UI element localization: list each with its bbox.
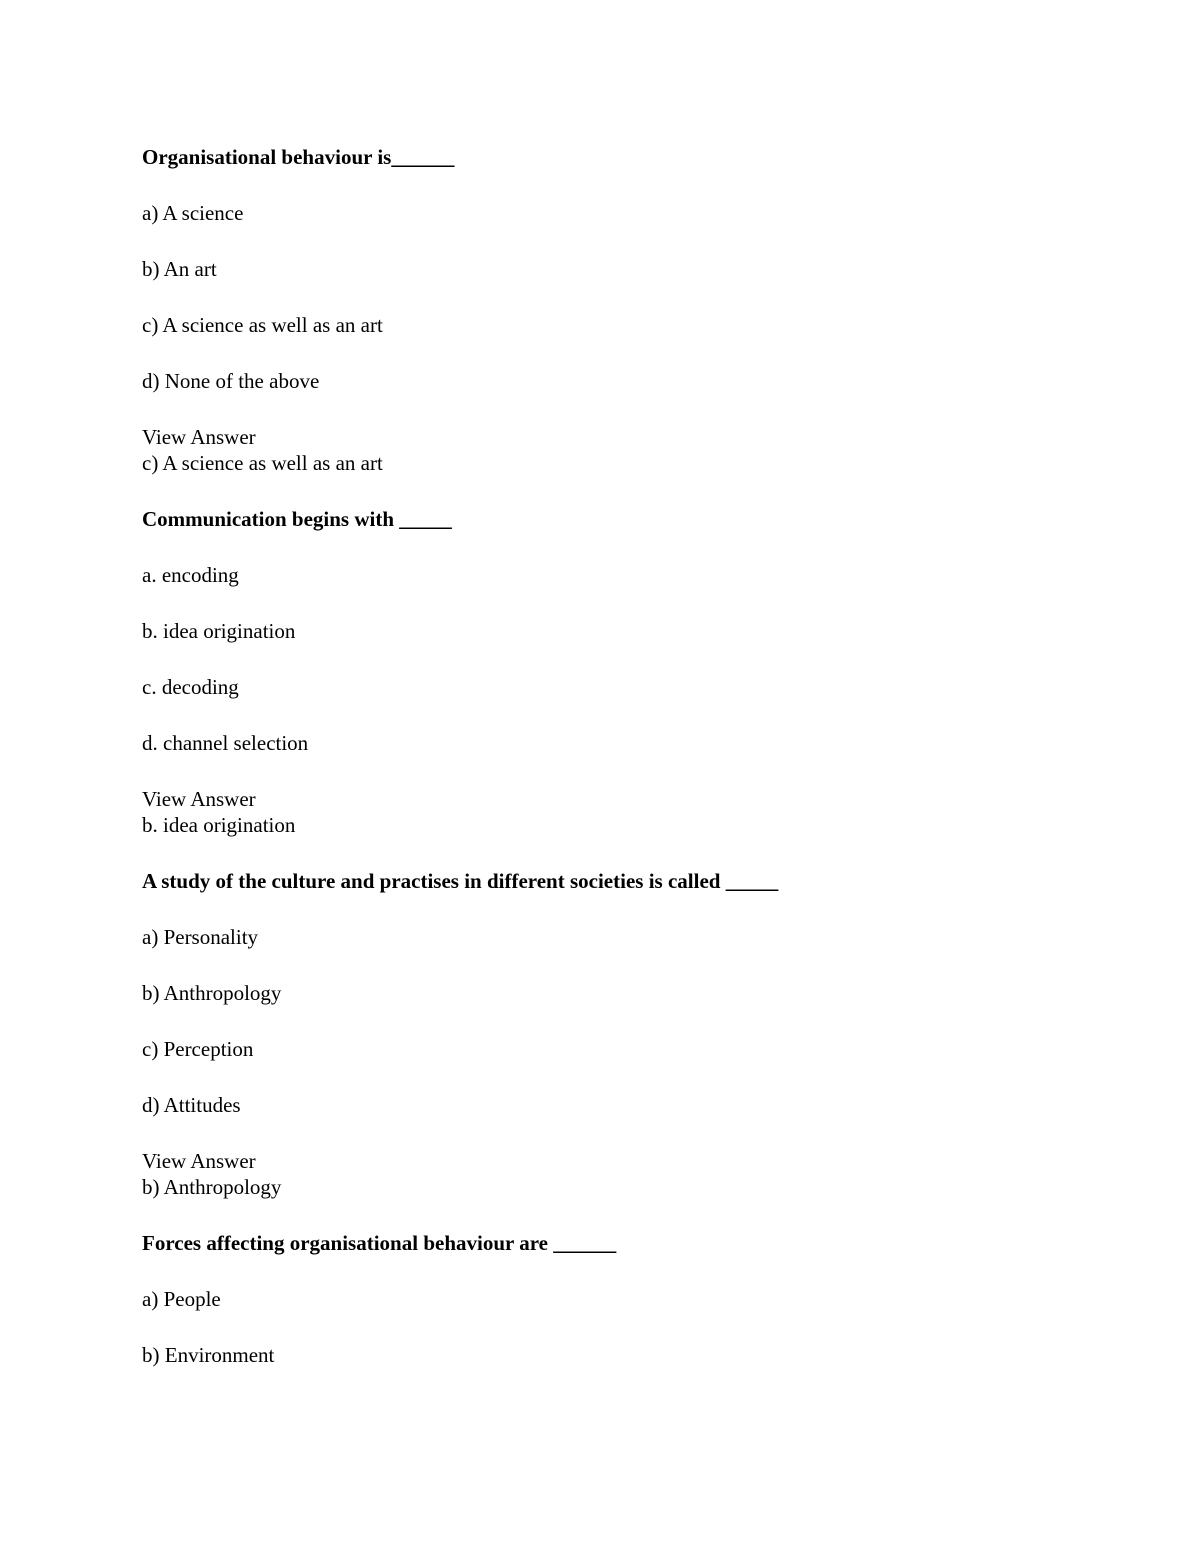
option-d: d) Attitudes — [142, 1093, 241, 1117]
question-title: A study of the culture and practises in different societies is called _____ — [142, 869, 779, 893]
question-block — [142, 506, 1102, 838]
option-b: b) An art — [142, 257, 217, 281]
view-answer-link[interactable]: View Answer — [142, 425, 256, 449]
option-d: d. channel selection — [142, 731, 309, 755]
option-a: a) Personality — [142, 925, 259, 949]
option-b: b) Environment — [142, 1343, 275, 1367]
question-title: Organisational behaviour is______ — [142, 145, 455, 169]
answer-text: c) A science as well as an art — [142, 451, 383, 475]
question-block — [142, 868, 1102, 1200]
document-page — [142, 144, 1102, 1398]
option-d: d) None of the above — [142, 369, 320, 393]
question-title: Communication begins with _____ — [142, 507, 452, 531]
answer-text: b. idea origination — [142, 813, 296, 837]
view-answer-link[interactable]: View Answer — [142, 1149, 256, 1173]
answer-text: b) Anthropology — [142, 1175, 282, 1199]
question-block — [142, 144, 1102, 476]
option-c: c. decoding — [142, 675, 239, 699]
option-a: a) People — [142, 1287, 221, 1311]
option-b: b. idea origination — [142, 619, 296, 643]
option-a: a) A science — [142, 201, 244, 225]
view-answer-link[interactable]: View Answer — [142, 787, 256, 811]
option-c: c) A science as well as an art — [142, 313, 383, 337]
question-block — [142, 1230, 1102, 1368]
option-a: a. encoding — [142, 563, 239, 587]
option-c: c) Perception — [142, 1037, 254, 1061]
option-b: b) Anthropology — [142, 981, 282, 1005]
question-title: Forces affecting organisational behaviour are ______ — [142, 1231, 617, 1255]
